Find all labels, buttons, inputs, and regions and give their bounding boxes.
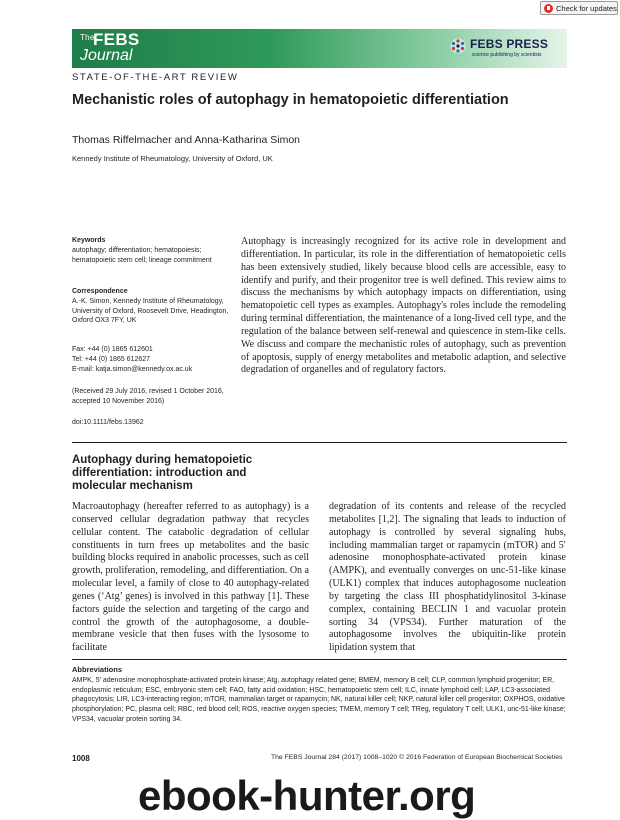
article-affiliation: Kennedy Institute of Rheumatology, University of Oxford, UK	[72, 154, 273, 163]
abstract-text: Autophagy is increasingly recognized for its active role in development and differentiation. In particular, its role in the differentiation of hematopoietic cells has been extensively studied, likely because blood cells are accessible, easy to identify and purify, and their progenitor tree is well defined. This review aims to discuss the mechanisms by which autophagy impacts on differentiation, using hematopoietic cell types as examples. Autophagy's roles include the remodeling during terminal differentiation, the maintenance of a long-lived cell type, and the regulation of the balance between self-renewal and quiescence in stem-like cells. We discuss and compare the mechanistic roles of autophagy, such as prevention of apoptosis, supply of energy metabolites and metabolic adaption, and selective degradation of organelles and of regulatory factors.	[241, 236, 566, 376]
check-for-updates-button[interactable]	[540, 1, 618, 15]
abbreviations-text: AMPK, 5′ adenosine monophosphate-activated protein kinase; Atg, autophagy related gene; BMEM, memory B cell; CLP, common lymphoid progenitor; ER, endoplasmic reticulum; ESC, embryonic stem cell; FAO, fatty acid oxidation; HSC, hematopoietic stem cell; ILC, innate lymphoid cell; LAP, LC3-associated phagocytosis; LIR, LC3-interacting region; mTOR, mammalian target or rapamycin; NK, natural killer cell; NKP, natural killer cell progenitor; OXPHOS, oxidative phosphorylation; PC, plasma cell; RBC, red blood cell; ROS, reactive oxygen species; TMEM, memory T cell; TReg, regulatory T cell; ULK1, unc-51-like kinase; VPS34, vacuolar protein sorting 34.	[72, 677, 566, 723]
febs-press-tagline: science publishing by scientists	[472, 52, 542, 58]
keywords-text: autophagy; differentiation; hematopoiesis; hematopoietic stem cell; lineage commitment	[72, 247, 212, 264]
keywords-heading: Keywords	[72, 237, 106, 244]
correspondence-address: A.-K. Simon, Kennedy Institute of Rheumatology, University of Oxford, Roosevelt Drive, Headington, Oxford OX3 7FY, UK	[72, 298, 229, 325]
journal-logo-name: Journal	[80, 47, 133, 64]
febs-press-name: FEBS PRESS	[470, 37, 549, 51]
correspondence-heading: Correspondence	[72, 288, 128, 295]
watermark: ebook-hunter.org	[138, 772, 476, 819]
body-column-left: Macroautophagy (hereafter referred to as autophagy) is a conserved cellular degradation pathway that recycles cellular content. The catabolic degradation of cellular constituents in turn frees up metabolites and the basic building blocks required in anabolic processes, such as cell growth, proliferation, remodeling, and differentiation. On a molecular level, a family of close to 40 autophagy-related genes (‘Atg’ genes) is involved in this pathway [1]. These factors guide the selection and targeting of the cargo and control the growth of the autophagosome, a double-membrane vesicle that then fuses with the lysosome to facilitate	[72, 501, 309, 654]
check-for-updates-label: Check for updates	[556, 4, 617, 13]
body-column-right: degradation of its contents and release of the recycled metabolites [1,2]. The signaling that leads to induction of autophagy is controlled by several signaling hubs, including mammalian target or rapamycin (mTOR) and 5′ adenosine monophosphate-activated protein kinase (AMPK), and eventually converges on unc-51-like kinase (ULK1) complex that induces autophagosome nucleation by targeting the class III phosphatidylinositol 3-kinase complex, containing BECLIN 1 and vacuolar protein sorting 34 (VPS34). Further maturation of the autophagosome involves the ubiquitin-like protein lipidation system that	[329, 501, 566, 654]
abbreviations-divider	[72, 659, 567, 660]
journal-logo-the: The	[80, 33, 95, 42]
article-type: STATE-OF-THE-ART REVIEW	[72, 72, 239, 83]
article-title: Mechanistic roles of autophagy in hematopoietic differentiation	[72, 92, 509, 108]
page-number: 1008	[72, 754, 90, 763]
correspondence-fax: Fax: +44 (0) 1865 612601	[72, 346, 153, 353]
article-authors: Thomas Riffelmacher and Anna-Katharina Simon	[72, 134, 301, 146]
abbreviations-heading: Abbreviations	[72, 665, 123, 674]
section-divider	[72, 442, 567, 443]
article-doi[interactable]: doi:10.1111/febs.13962	[72, 419, 144, 426]
correspondence-email[interactable]: E-mail: katja.simon@kennedy.ox.ac.uk	[72, 366, 193, 373]
journal-logo-febs: FEBS	[93, 30, 140, 49]
update-icon	[544, 4, 553, 13]
section-heading: Autophagy during hematopoietic differentiation: introduction and molecular mechanism	[72, 454, 253, 492]
footer-citation: The FEBS Journal 284 (2017) 1008–1020 © 2016 Federation of European Biochemical Societies	[271, 754, 563, 761]
received-dates: (Received 29 July 2016, revised 1 October 2016, accepted 10 November 2016)	[72, 388, 224, 405]
febs-press-logo-icon	[450, 38, 466, 54]
correspondence-tel: Tel: +44 (0) 1865 612627	[72, 356, 151, 363]
